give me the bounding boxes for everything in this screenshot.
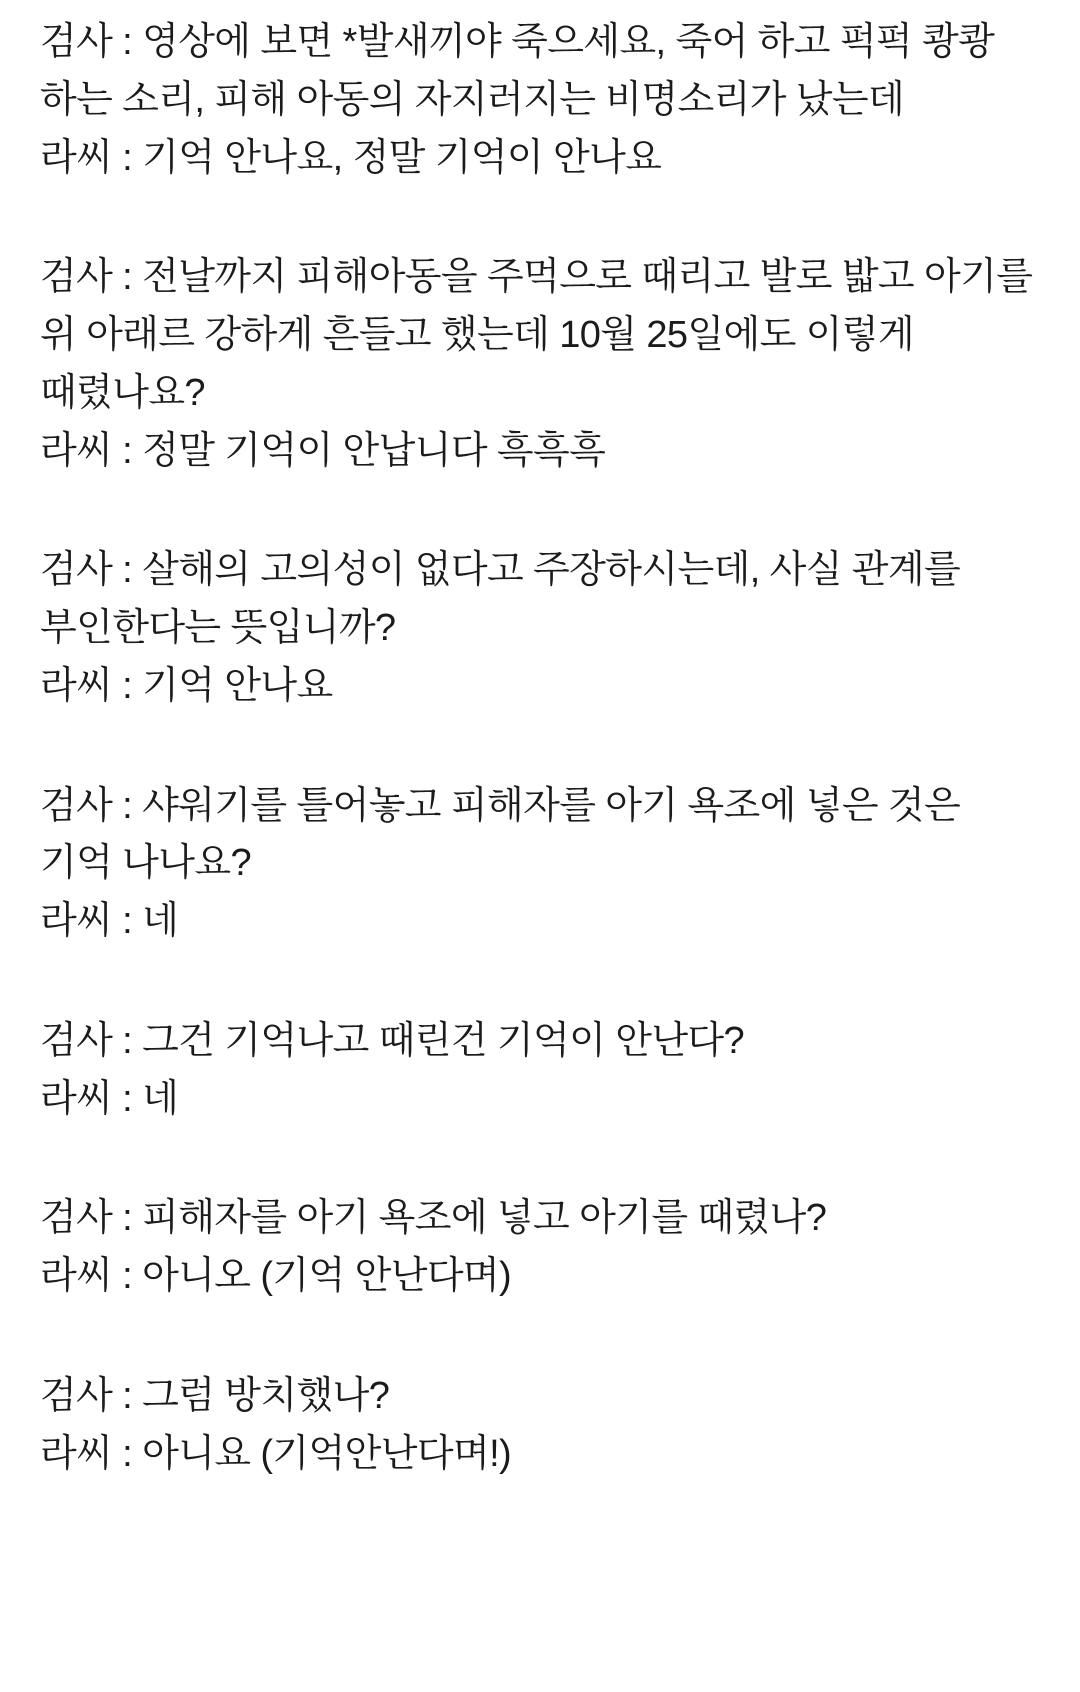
transcript-line: 검사 : 그건 기억나고 때린건 기억이 안난다? [40,1019,745,1062]
qa-block [40,249,1036,480]
transcript-line: 검사 : 살해의 고의성이 없다고 주장하시는데, 사실 관계를 부인한다는 뜻입니까? [40,549,961,649]
qa-block [40,14,1036,187]
transcript-line: 라씨 : 기억 안나요 [40,664,333,707]
transcript-line: 검사 : 그럼 방치했나? [40,1374,390,1417]
transcript-body [40,14,1036,1483]
transcript-line: 라씨 : 아니요 (기억안난다며!) [40,1432,512,1475]
transcript-line: 라씨 : 네 [40,900,179,942]
transcript-line: 라씨 : 네 [40,1077,179,1120]
transcript-line: 검사 : 전날까지 피해아동을 주먹으로 때리고 발로 밟고 아기를 위 아래르 강하게 흔들고 했는데 10월 25일에도 이렇게 때렸나요? [40,256,1033,414]
transcript-line: 라씨 : 정말 기억이 안납니다 흑흑흑 [40,429,606,472]
qa-block [40,778,1036,951]
transcript-line: 검사 : 피해자를 아기 욕조에 넣고 아기를 때렸나? [40,1197,827,1240]
qa-block [40,542,1036,715]
qa-block [40,1013,1036,1129]
qa-block [40,1190,1036,1306]
qa-block [40,1368,1036,1484]
transcript-line: 라씨 : 기억 안나요, 정말 기억이 안나요 [40,136,662,179]
transcript-line: 검사 : 샤워기를 틀어놓고 피해자를 아기 욕조에 넣은 것은 기억 나나요? [40,784,961,885]
transcript-line: 검사 : 영상에 보면 *발새끼야 죽으세요, 죽어 하고 퍽퍽 쾅쾅 하는 소리, 피해 아동의 자지러지는 비명소리가 났는데 [40,21,995,121]
transcript-line: 라씨 : 아니오 (기억 안난다며) [40,1255,512,1297]
